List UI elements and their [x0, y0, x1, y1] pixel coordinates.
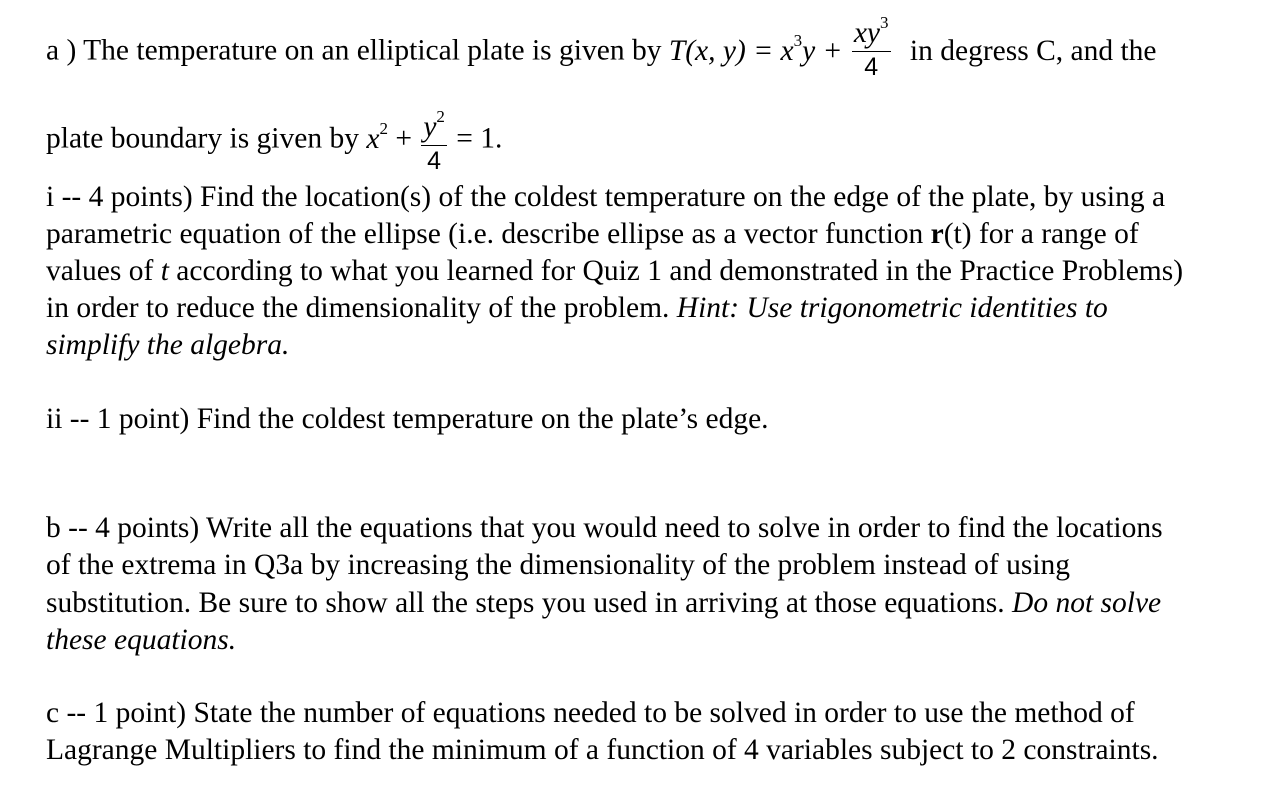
part-c-line-1: c -- 1 point) State the number of equations needed to be solved in order to use the method of: [46, 697, 1135, 729]
part-i-line-5: simplify the algebra.: [46, 329, 290, 361]
part-i-line-1: i -- 4 points) Find the location(s) of the coldest temperature on the edge of the plate, by using a: [46, 181, 1166, 213]
temperature-fraction: $\frac{xy^3}{4}$: [853, 13, 889, 81]
part-i-line-3: values of t according to what you learned for Quiz 1 and demonstrated in the Practice Problems): [46, 255, 1184, 287]
part-a-prefix: a ) The temperature on an elliptical plate is given by: [46, 34, 662, 67]
part-b-line-1: b -- 4 points) Write all the equations that you would need to solve in order to find the locations: [46, 512, 1163, 544]
hint-text: Hint: Use trigonometric identities to: [676, 292, 1108, 324]
part-b-line-4: these equations.: [46, 624, 237, 656]
boundary-x-term: $x^2$: [366, 118, 388, 155]
part-b-line-2: of the extrema in Q3a by increasing the dimensionality of the problem instead of using: [46, 549, 1071, 581]
part-b-line-3: substitution. Be sure to show all the steps you used in arriving at those equations. Do not solve: [46, 587, 1162, 619]
temperature-function: T(x, $y) = x^3y$ +: [668, 30, 843, 67]
vector-r: r: [930, 218, 944, 250]
part-ii-line-1: ii -- 1 point) Find the coldest temperature on the plate’s edge.: [46, 403, 769, 435]
boundary-fraction: $\frac{y^2}{4}$: [423, 107, 445, 175]
boundary-prefix: plate boundary is given by: [46, 122, 359, 155]
part-a-line-2: plate boundary is given by $x^2$ + $\frac{y^2}{4}$ = 1.: [46, 107, 503, 175]
part-a-line-1: [46, 13, 1157, 81]
part-c-line-2: Lagrange Multipliers to find the minimum of a function of 4 variables subject to 2 constraints.: [46, 734, 1159, 766]
part-a-suffix: in degress C, and the: [909, 34, 1157, 67]
part-i-line-4: in order to reduce the dimensionality of the problem. Hint: Use trigonometric identities to: [46, 292, 1108, 324]
part-i-line-2: parametric equation of the ellipse (i.e. describe ellipse as a vector function r(t) for a range of: [46, 218, 1139, 250]
boundary-equals: = 1.: [456, 122, 503, 155]
